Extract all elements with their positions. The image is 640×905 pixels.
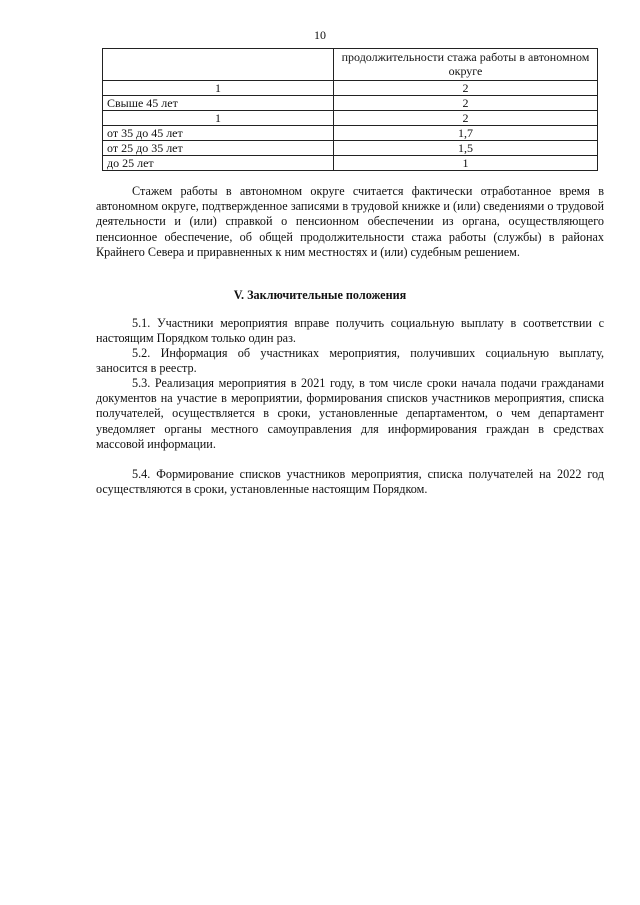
clause-5-2: 5.2. Информация об участниках мероприятия, получивших социальную выплату, заносится в реестр.: [96, 346, 604, 376]
table-cell-col2: 1,7: [334, 126, 598, 141]
experience-coefficient-table: [102, 48, 598, 171]
table-row: [103, 111, 598, 126]
table-cell-col1: до 25 лет: [103, 156, 334, 171]
table-header-empty-cell: [103, 49, 334, 81]
table-row: [103, 156, 598, 171]
clause-5-1: 5.1. Участники мероприятия вправе получить социальную выплату в соответствии с настоящим Порядком только один раз.: [96, 316, 604, 346]
table-cell-col2: 2: [334, 111, 598, 126]
table-cell-col2: 1,5: [334, 141, 598, 156]
table-cell-col1: Свыше 45 лет: [103, 96, 334, 111]
experience-definition-paragraph: Стажем работы в автономном округе считается фактически отработанное время в автономном округе, подтвержденное записями в трудовой книжке и (или) сведениями о трудовой деятельности и (или) справкой о пенсионном обеспечении из органа, осуществляющего пенсионное обеспечение, об общей продолжительности стажа работы (службы) в районах Крайнего Севера и приравненных к ним местностях и (или) судебным решением.: [96, 184, 604, 259]
table-row: [103, 96, 598, 111]
clause-5-4: 5.4. Формирование списков участников мероприятия, списка получателей на 2022 год осуществляются в сроки, установленные настоящим Порядком.: [96, 467, 604, 497]
table-cell-col1: 1: [103, 111, 334, 126]
table-cell-col2: 1: [334, 156, 598, 171]
table-header-cell: продолжительности стажа работы в автономном округе: [334, 49, 598, 81]
clause-5-3: 5.3. Реализация мероприятия в 2021 году, в том числе сроки начала подачи гражданами документов на участие в мероприятии, формирования списков участников мероприятия, списка получателей, осуществляется в сроки, установленные департаментом, о чем департамент уведомляет органы местного самоуправления для информирования граждан в средствах массовой информации.: [96, 376, 604, 451]
table-row: [103, 81, 598, 96]
table-cell-col1: от 25 до 35 лет: [103, 141, 334, 156]
table-cell-col2: 2: [334, 96, 598, 111]
table-row: [103, 126, 598, 141]
table-cell-col1: от 35 до 45 лет: [103, 126, 334, 141]
table-cell-col2: 2: [334, 81, 598, 96]
table-header-row: [103, 49, 598, 81]
section-heading: V. Заключительные положения: [233, 288, 407, 302]
table-row: [103, 141, 598, 156]
table-cell-col1: 1: [103, 81, 334, 96]
page-number: 10: [314, 28, 326, 42]
